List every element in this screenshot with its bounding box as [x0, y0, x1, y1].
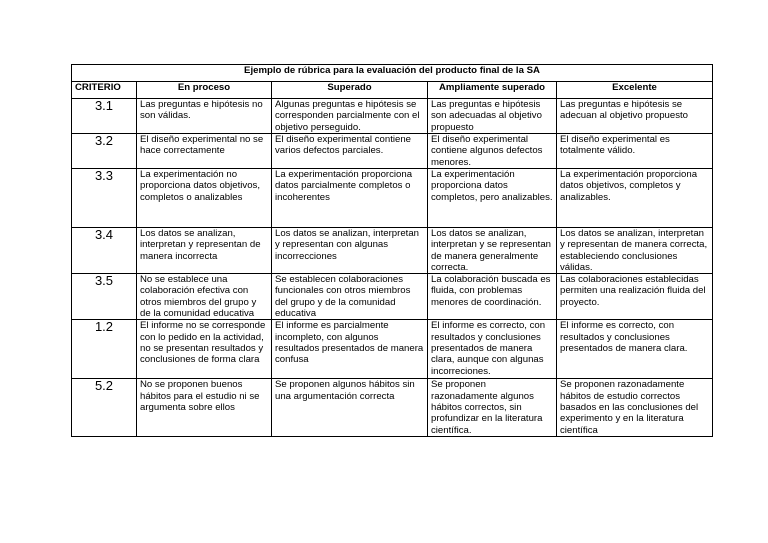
header-en-proceso: En proceso — [137, 82, 272, 99]
ampliamente-superado-cell: Se proponen razonadamente algunos hábitos correctos, sin profundizar en la literatura científica. — [428, 379, 557, 437]
en-proceso-cell: La experimentación no proporciona datos objetivos, completos o analizables — [137, 169, 272, 228]
superado-cell: Los datos se analizan, interpretan y representan con algunas incorrecciones — [272, 228, 428, 274]
table-row — [72, 169, 713, 228]
ampliamente-superado-cell: El diseño experimental contiene algunos defectos menores. — [428, 134, 557, 169]
header-ampliamente-superado: Ampliamente superado — [428, 82, 557, 99]
en-proceso-cell: No se proponen buenos hábitos para el estudio ni se argumenta sobre ellos — [137, 379, 272, 437]
excelente-cell: El diseño experimental es totalmente válido. — [557, 134, 713, 169]
criterio-cell: 3.1 — [72, 99, 137, 134]
table-header-row — [72, 82, 713, 99]
criterio-cell: 3.5 — [72, 274, 137, 320]
criterio-cell: 3.2 — [72, 134, 137, 169]
en-proceso-cell: El informe no se corresponde con lo pedido en la actividad, no se presentan resultados y conclusiones de forma clara — [137, 320, 272, 379]
criterio-cell: 3.3 — [72, 169, 137, 228]
criterio-cell: 3.4 — [72, 228, 137, 274]
ampliamente-superado-cell: Los datos se analizan, interpretan y se representan de manera generalmente correcta. — [428, 228, 557, 274]
table-row — [72, 379, 713, 437]
excelente-cell: Se proponen razonadamente hábitos de estudio correctos basados en las conclusiones del experimento y en la literatura científica — [557, 379, 713, 437]
en-proceso-cell: Las preguntas e hipótesis no son válidas. — [137, 99, 272, 134]
superado-cell: La experimentación proporciona datos parcialmente completos o incoherentes — [272, 169, 428, 228]
table-row — [72, 274, 713, 320]
superado-cell: El informe es parcialmente incompleto, con algunos resultados presentados de manera confusa — [272, 320, 428, 379]
ampliamente-superado-cell: La colaboración buscada es fluida, con problemas menores de coordinación. — [428, 274, 557, 320]
excelente-cell: Las preguntas e hipótesis se adecuan al objetivo propuesto — [557, 99, 713, 134]
table-row — [72, 320, 713, 379]
superado-cell: Se establecen colaboraciones funcionales con otros miembros del grupo y de la comunidad educativa — [272, 274, 428, 320]
ampliamente-superado-cell: El informe es correcto, con resultados y conclusiones presentados de manera clara, aunque con algunas incorreciones. — [428, 320, 557, 379]
table-row — [72, 134, 713, 169]
criterio-cell: 5.2 — [72, 379, 137, 437]
header-superado: Superado — [272, 82, 428, 99]
excelente-cell: Los datos se analizan, interpretan y representan de manera correcta, estableciendo conclusiones válidas. — [557, 228, 713, 274]
superado-cell: Se proponen algunos hábitos sin una argumentación correcta — [272, 379, 428, 437]
table-title: Ejemplo de rúbrica para la evaluación del producto final de la SA — [72, 65, 713, 82]
excelente-cell: La experimentación proporciona datos objetivos, completos y analizables. — [557, 169, 713, 228]
excelente-cell: Las colaboraciones establecidas permiten una realización fluida del proyecto. — [557, 274, 713, 320]
table-row — [72, 99, 713, 134]
table-row — [72, 228, 713, 274]
en-proceso-cell: El diseño experimental no se hace correctamente — [137, 134, 272, 169]
en-proceso-cell: No se establece una colaboración efectiva con otros miembros del grupo y de la comunidad educativa — [137, 274, 272, 320]
header-criterio: CRITERIO — [72, 82, 137, 99]
rubric-table — [71, 64, 713, 437]
superado-cell: El diseño experimental contiene varios defectos parciales. — [272, 134, 428, 169]
ampliamente-superado-cell: La experimentación proporciona datos completos, pero analizables. — [428, 169, 557, 228]
header-excelente: Excelente — [557, 82, 713, 99]
en-proceso-cell: Los datos se analizan, interpretan y representan de manera incorrecta — [137, 228, 272, 274]
table-title-row — [72, 65, 713, 82]
superado-cell: Algunas preguntas e hipótesis se corresponden parcialmente con el objetivo perseguido. — [272, 99, 428, 134]
excelente-cell: El informe es correcto, con resultados y conclusiones presentados de manera clara. — [557, 320, 713, 379]
ampliamente-superado-cell: Las preguntas e hipótesis son adecuadas al objetivo propuesto — [428, 99, 557, 134]
criterio-cell: 1.2 — [72, 320, 137, 379]
